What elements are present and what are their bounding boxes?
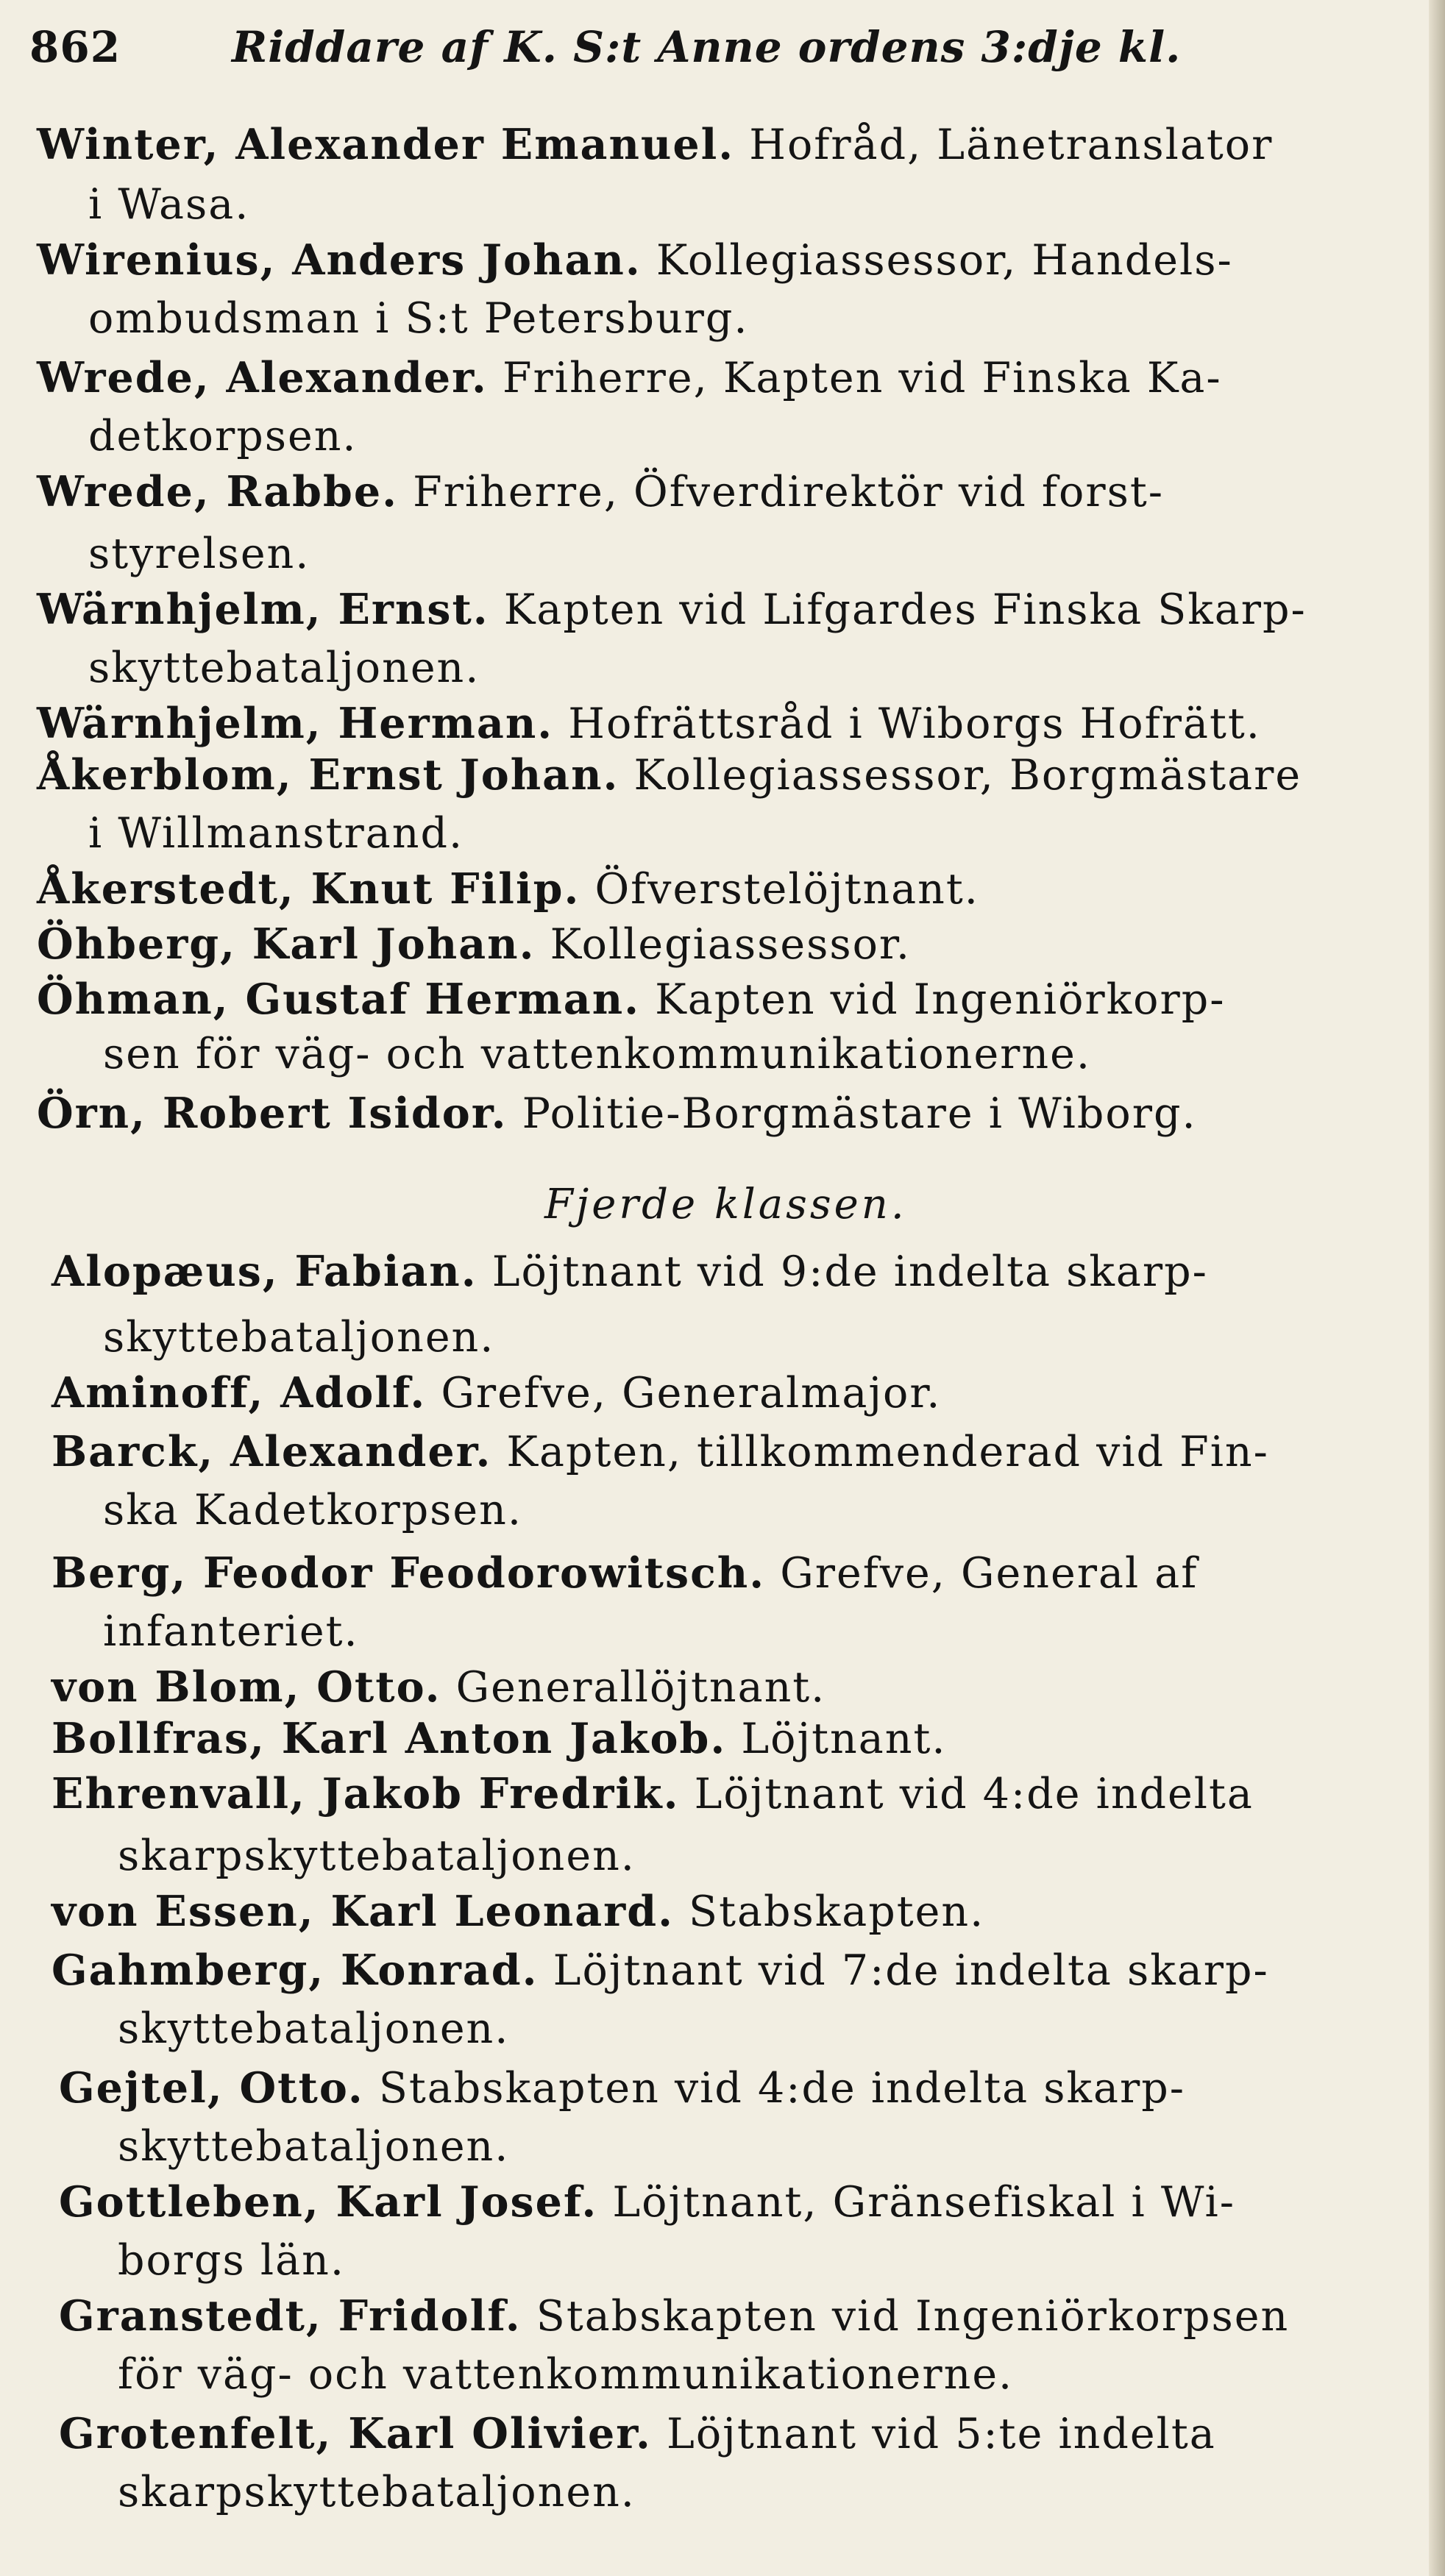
entry-continuation: skarpskyttebataljonen. xyxy=(118,1832,636,1880)
entry-line xyxy=(52,1769,1254,1818)
entry-name: Åkerstedt, Knut Filip. xyxy=(37,864,581,914)
entry-name: Örn, Robert Isidor. xyxy=(37,1089,508,1138)
entry-continuation: infanteriet. xyxy=(103,1607,359,1656)
entry-description: Kapten vid Ingeniörkorp- xyxy=(655,975,1226,1024)
entry-description: Politie-Borgmästare i Wiborg. xyxy=(522,1089,1197,1138)
entry-name: Gejtel, Otto. xyxy=(59,2063,364,2113)
entry-line xyxy=(52,1368,942,1417)
page-number: 862 xyxy=(29,22,121,72)
entry-name: Ehrenvall, Jakob Fredrik. xyxy=(52,1769,680,1818)
entry-name: Aminoff, Adolf. xyxy=(52,1368,427,1417)
entry-description: Stabskapten. xyxy=(689,1887,985,1936)
entry-continuation: sen för väg- och vattenkommunikationerne. xyxy=(103,1030,1091,1078)
entry-name: Alopæus, Fabian. xyxy=(52,1247,477,1296)
entry-line xyxy=(52,1662,826,1712)
section-heading: Fjerde klassen. xyxy=(544,1181,907,1228)
entry-name: Barck, Alexander. xyxy=(52,1427,492,1476)
entry-description: Stabskapten vid 4:de indelta skarp- xyxy=(378,2064,1185,2113)
entry-continuation: skyttebataljonen. xyxy=(88,644,480,692)
entry-line xyxy=(37,467,1165,516)
entry-description: Kollegiassessor. xyxy=(550,920,911,969)
entry-line xyxy=(59,2063,1185,2113)
entry-description: Kapten, tillkommenderad vid Fin- xyxy=(506,1428,1269,1476)
entry-name: Gahmberg, Konrad. xyxy=(52,1946,539,1995)
entry-line xyxy=(37,585,1307,634)
entry-description: Löjtnant. xyxy=(741,1715,947,1763)
entry-continuation: i Willmanstrand. xyxy=(88,809,464,858)
entry-line xyxy=(37,750,1302,800)
entry-description: Löjtnant vid 7:de indelta skarp- xyxy=(553,1946,1269,1995)
entry-name: Wärnhjelm, Herman. xyxy=(37,699,554,748)
entry-name: Wrede, Alexander. xyxy=(37,353,488,402)
entry-description: Friherre, Öfverdirektör vid forst- xyxy=(413,468,1165,516)
entry-line xyxy=(37,975,1226,1024)
entry-name: Winter, Alexander Emanuel. xyxy=(37,120,735,169)
entry-continuation: ombudsman i S:t Petersburg. xyxy=(88,294,749,343)
entry-description: Friherre, Kapten vid Finska Ka- xyxy=(502,354,1222,402)
entry-description: Löjtnant vid 4:de indelta xyxy=(694,1770,1254,1818)
entry-line xyxy=(37,864,979,914)
entry-line xyxy=(52,1548,1199,1598)
entry-name: Wirenius, Anders Johan. xyxy=(37,235,642,285)
entry-line xyxy=(52,1427,1269,1476)
entry-line xyxy=(52,1887,985,1936)
entry-line xyxy=(37,919,911,969)
entry-continuation: skarpskyttebataljonen. xyxy=(118,2468,636,2516)
entry-description: Stabskapten vid Ingeniörkorpsen xyxy=(536,2292,1290,2341)
entry-description: Öfverstelöjtnant. xyxy=(594,865,979,914)
entry-name: von Blom, Otto. xyxy=(52,1662,441,1712)
entry-line xyxy=(37,235,1233,285)
entry-description: Löjtnant, Gränsefiskal i Wi- xyxy=(612,2178,1235,2227)
entry-line xyxy=(37,699,1261,748)
entry-description: Hofråd, Länetranslator xyxy=(749,121,1274,169)
entry-continuation: detkorpsen. xyxy=(88,412,358,460)
entry-name: Wrede, Rabbe. xyxy=(37,467,398,516)
entry-name: Berg, Feodor Feodorowitsch. xyxy=(52,1548,766,1598)
entry-line xyxy=(52,1714,947,1763)
entry-line xyxy=(59,2291,1290,2341)
entry-name: Granstedt, Fridolf. xyxy=(59,2291,522,2341)
entry-line xyxy=(59,2177,1235,2227)
entry-name: Åkerblom, Ernst Johan. xyxy=(37,750,619,800)
entry-name: Grotenfelt, Karl Olivier. xyxy=(59,2409,652,2458)
entry-name: Öhman, Gustaf Herman. xyxy=(37,975,640,1024)
entry-name: Gottleben, Karl Josef. xyxy=(59,2177,598,2227)
entry-name: Bollfras, Karl Anton Jakob. xyxy=(52,1714,727,1763)
entry-line xyxy=(59,2409,1216,2458)
entry-description: Löjtnant vid 9:de indelta skarp- xyxy=(491,1248,1208,1296)
entry-description: Kollegiassessor, Borgmästare xyxy=(633,751,1302,800)
entry-description: Grefve, Generalmajor. xyxy=(441,1369,942,1417)
entry-description: Hofrättsråd i Wiborgs Hofrätt. xyxy=(568,700,1261,748)
entry-name: Öhberg, Karl Johan. xyxy=(37,919,536,969)
entry-line xyxy=(52,1946,1269,1995)
entry-continuation: för väg- och vattenkommunikationerne. xyxy=(118,2350,1014,2399)
entry-continuation: borgs län. xyxy=(118,2236,345,2285)
entry-continuation: skyttebataljonen. xyxy=(118,2004,510,2053)
entry-name: Wärnhjelm, Ernst. xyxy=(37,585,489,634)
entry-description: Generallöjtnant. xyxy=(455,1663,826,1712)
entry-name: von Essen, Karl Leonard. xyxy=(52,1887,674,1936)
entry-description: Kapten vid Lifgardes Finska Skarp- xyxy=(503,586,1307,634)
entry-description: Grefve, General af xyxy=(780,1549,1199,1598)
entry-description: Löjtnant vid 5:te indelta xyxy=(667,2410,1216,2458)
entry-line xyxy=(37,353,1222,402)
entry-line xyxy=(37,1089,1197,1138)
entry-line xyxy=(37,120,1274,169)
entry-continuation: styrelsen. xyxy=(88,530,310,578)
entry-continuation: ska Kadetkorpsen. xyxy=(103,1486,522,1534)
entry-continuation: skyttebataljonen. xyxy=(118,2122,510,2171)
entry-continuation: skyttebataljonen. xyxy=(103,1313,495,1362)
running-title: Riddare af K. S:t Anne ordens 3:dje kl. xyxy=(232,22,1182,72)
entry-line xyxy=(52,1247,1208,1296)
entry-description: Kollegiassessor, Handels- xyxy=(656,236,1233,285)
entry-continuation: i Wasa. xyxy=(88,180,250,229)
